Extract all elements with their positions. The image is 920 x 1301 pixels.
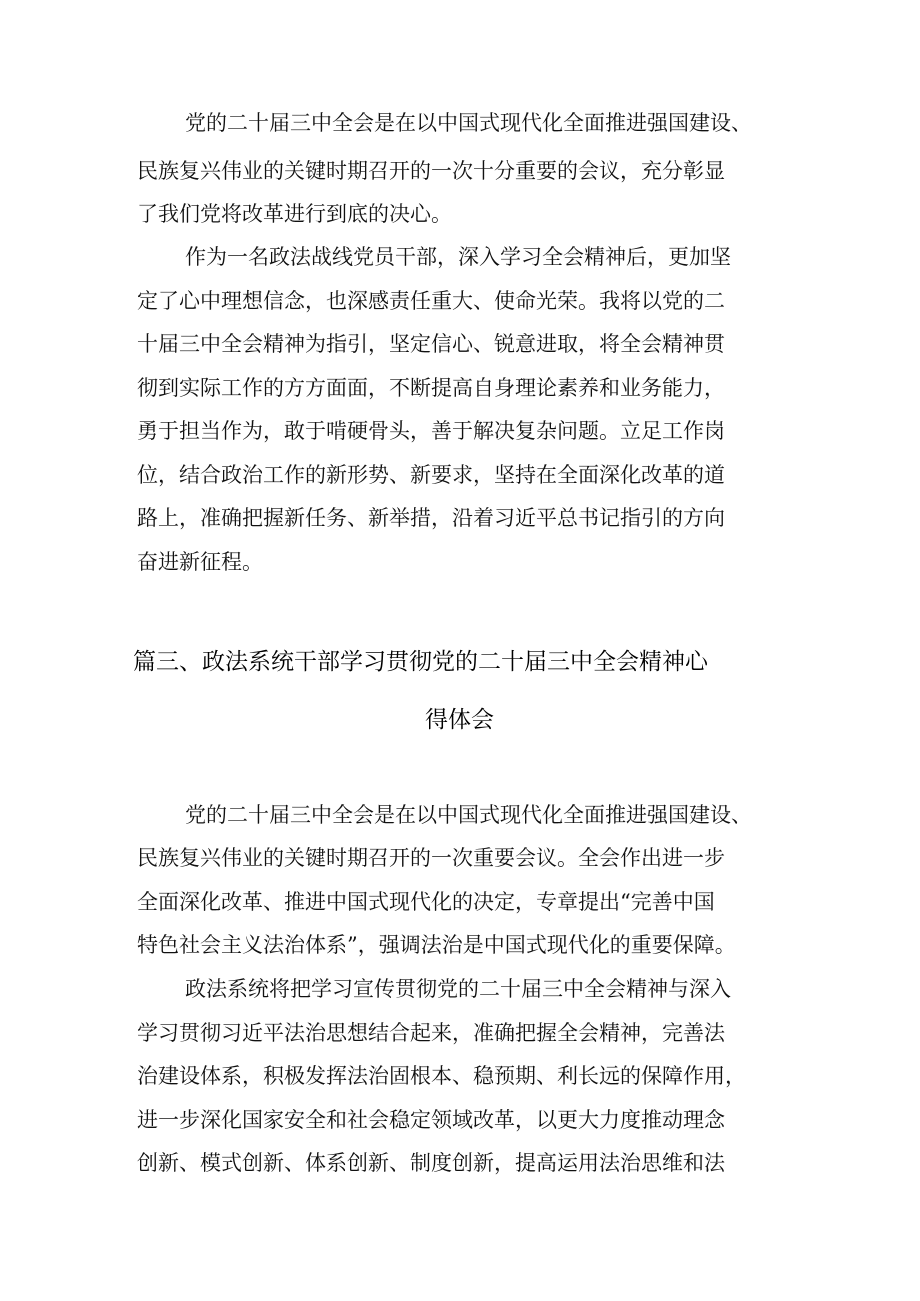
heading-line: 篇三、政法系统干部学习贯彻党的二十届三中全会精神心 [133,649,708,675]
text-line: 学习贯彻习近平法治思想结合起来，准确把握全会精神，完善法 [137,1021,725,1045]
text-line: 作为一名政法战线党员干部，深入学习全会精神后，更加坚 [185,245,731,269]
text-line: 民族复兴伟业的关键时期召开的一次十分重要的会议，充分彰显 [137,159,725,183]
text-line: 治建设体系，积极发挥法治固根本、稳预期、利长远的保障作用， [137,1064,746,1088]
text-line: 特色社会主义法治体系”，强调法治是中国式现代化的重要保障。 [137,933,736,957]
text-line: 路上，准确把握新任务、新举措，沿着习近平总书记指引的方向 [137,506,725,530]
text-line: 党的二十届三中全会是在以中国式现代化全面推进强国建设、 [185,803,752,827]
text-line: 党的二十届三中全会是在以中国式现代化全面推进强国建设、 [185,111,752,135]
text-line: 全面深化改革、推进中国式现代化的决定，专章提出“完善中国 [137,890,715,914]
text-line: 政法系统将把学习宣传贯彻党的二十届三中全会精神与深入 [185,977,731,1001]
text-line: 民族复兴伟业的关键时期召开的一次重要会议。全会作出进一步 [137,846,725,870]
text-line: 了我们党将改革进行到底的决心。 [137,202,452,226]
text-line: 彻到实际工作的方方面面，不断提高自身理论素养和业务能力， [137,376,725,400]
text-line: 奋进新征程。 [137,550,263,574]
text-line: 进一步深化国家安全和社会稳定领域改革，以更大力度推动理念 [137,1108,725,1132]
text-line: 勇于担当作为，敢于啃硬骨头，善于解决复杂问题。立足工作岗 [137,419,725,443]
text-line: 定了心中理想信念，也深感责任重大、使命光荣。我将以党的二 [137,289,725,313]
heading-line: 得体会 [425,707,494,733]
text-line: 十届三中全会精神为指引，坚定信心、锐意进取，将全会精神贯 [137,332,725,356]
text-line: 位，结合政治工作的新形势、新要求，坚持在全面深化改革的道 [137,463,725,487]
text-line: 创新、模式创新、体系创新、制度创新，提高运用法治思维和法 [137,1151,725,1175]
